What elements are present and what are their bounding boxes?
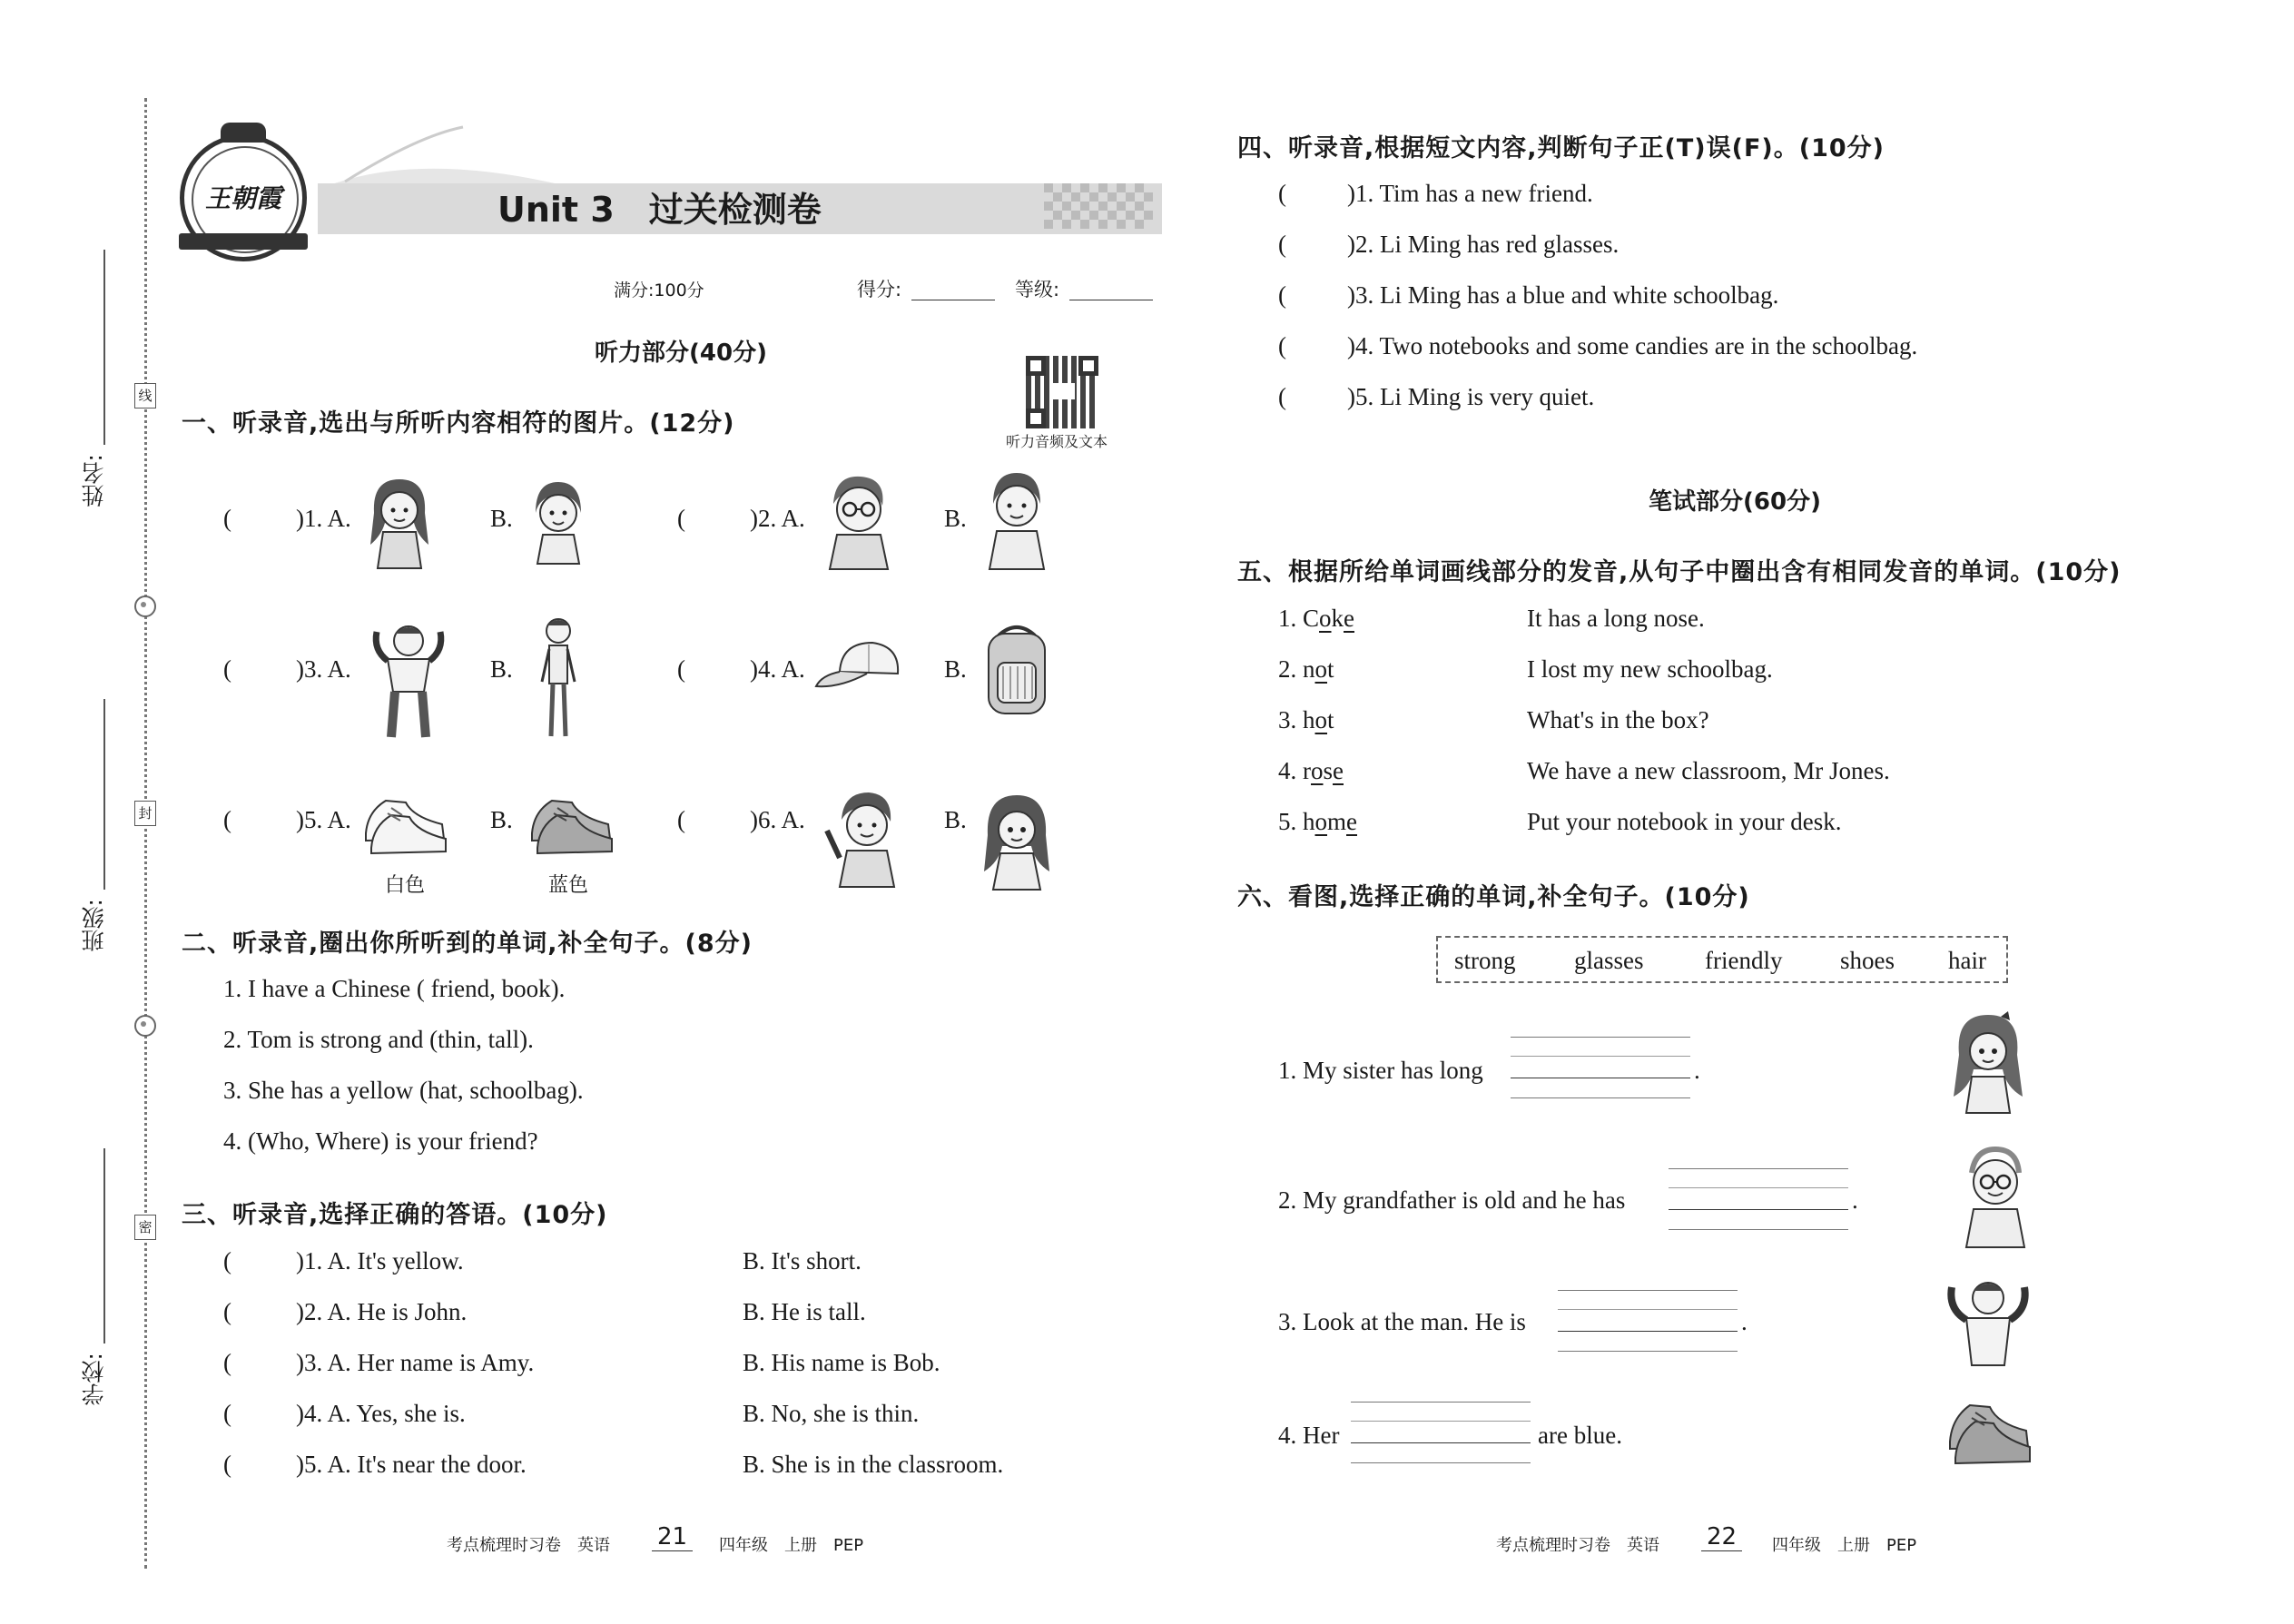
sec5-sentence-5[interactable]: Put your notebook in your desk. — [1527, 808, 1842, 835]
page-number: 21 — [652, 1523, 693, 1551]
q3-number: )3. A. — [296, 655, 351, 683]
answer-paren[interactable]: ( — [1278, 332, 1286, 359]
sec6-item-1-end: . — [1694, 1057, 1700, 1084]
boy-glasses-image — [817, 468, 899, 572]
sec5-sentence-2[interactable]: I lost my new schoolbag. — [1527, 655, 1773, 683]
ornament-icon — [134, 1015, 156, 1037]
shoe-b-caption: 蓝色 — [548, 874, 589, 897]
answer-paren[interactable]: ( — [223, 806, 231, 833]
sec3-item-4-b: B. No, she is thin. — [743, 1400, 920, 1427]
word-bank-box — [1436, 936, 2008, 983]
answer-paren[interactable]: ( — [223, 505, 231, 532]
sec6-answer-field-1[interactable] — [1511, 1037, 1690, 1098]
logo-badge — [180, 134, 307, 261]
sec5-sentence-1[interactable]: It has a long nose. — [1527, 605, 1705, 632]
page-number: 22 — [1701, 1523, 1742, 1551]
seal-mark-3: 密 — [134, 1215, 156, 1240]
footer-info: 四年级 上册 PEP — [719, 1536, 864, 1555]
answer-paren[interactable]: ( — [223, 1400, 231, 1427]
q3-option-b: B. — [490, 655, 513, 683]
blue-shoes-image — [1943, 1391, 2033, 1468]
q2-number: )2. A. — [750, 505, 805, 532]
answer-paren[interactable]: ( — [677, 806, 685, 833]
strong-man-image — [368, 617, 449, 744]
girl-long-hair-image — [980, 790, 1053, 894]
shoe-a-caption: 白色 — [385, 874, 426, 897]
name-label: 姓名: — [81, 454, 107, 507]
blue-shoes-image — [525, 788, 615, 856]
sec6-answer-field-2[interactable] — [1669, 1168, 1848, 1230]
sec4-item-4: )4. Two notebooks and some candies are in the schoolbag. — [1347, 332, 1918, 359]
section-5-title: 五、根据所给单词画线部分的发音,从句子中圈出含有相同发音的单词。(10分) — [1237, 558, 2122, 586]
sister-long-hair-image — [1952, 1009, 2024, 1118]
sec5-word-1: 1. Coke — [1278, 605, 1354, 632]
section-1-title: 一、听录音,选出与所听内容相符的图片。(12分) — [182, 409, 735, 438]
class-label: 班级: — [81, 899, 107, 952]
crown-icon — [221, 123, 266, 143]
q1-number: )1. A. — [296, 505, 351, 532]
answer-paren[interactable]: ( — [223, 655, 231, 683]
sec6-answer-field-4[interactable] — [1351, 1402, 1531, 1463]
sec3-item-1-b: B. It's short. — [743, 1247, 861, 1275]
sec3-item-5-a: )5. A. It's near the door. — [296, 1451, 527, 1478]
strong-man-flexing-image — [1943, 1271, 2033, 1371]
section-2-title: 二、听录音,圈出你所听到的单词,补全句子。(8分) — [182, 930, 753, 958]
qr-caption: 听力音频及文本 — [1006, 433, 1108, 450]
sec6-item-2-end: . — [1852, 1186, 1858, 1214]
ornament-icon — [134, 595, 156, 617]
q4-option-b: B. — [944, 655, 967, 683]
sec6-item-2-text: 2. My grandfather is old and he has — [1278, 1186, 1626, 1214]
footer-info: 四年级 上册 PEP — [1772, 1536, 1917, 1555]
q1-option-b: B. — [490, 505, 513, 532]
sec2-line-4[interactable]: 4. (Who, Where) is your friend? — [223, 1127, 538, 1155]
answer-paren[interactable]: ( — [677, 505, 685, 532]
name-field-line[interactable] — [103, 250, 105, 445]
sec6-answer-field-3[interactable] — [1558, 1290, 1738, 1352]
sec3-item-3-a: )3. A. Her name is Amy. — [296, 1349, 535, 1376]
sec6-item-3-text: 3. Look at the man. He is — [1278, 1308, 1526, 1335]
cap-image — [812, 635, 903, 699]
sec4-item-2: )2. Li Ming has red glasses. — [1347, 231, 1620, 258]
listening-part-title: 听力部分(40分) — [595, 340, 767, 367]
q6-option-b: B. — [944, 806, 967, 833]
page-title: Unit 3 过关检测卷 — [497, 190, 822, 230]
answer-paren[interactable]: ( — [223, 1451, 231, 1478]
sec5-word-2: 2. not — [1278, 655, 1334, 683]
boy-waving-image — [822, 785, 912, 890]
sec4-item-1: )1. Tim has a new friend. — [1347, 180, 1593, 207]
score-label: 得分: — [857, 279, 902, 300]
sec6-item-1-text: 1. My sister has long — [1278, 1057, 1483, 1084]
sec5-word-3: 3. hot — [1278, 706, 1334, 733]
class-field-line[interactable] — [103, 699, 105, 890]
sec2-line-1[interactable]: 1. I have a Chinese ( friend, book). — [223, 975, 566, 1002]
binding-dotted-line — [144, 98, 147, 1569]
section-3-title: 三、听录音,选择正确的答语。(10分) — [182, 1201, 608, 1229]
thin-boy-image — [531, 613, 586, 744]
girl-curly-hair-image — [363, 472, 436, 572]
seal-mark-2: 封 — [134, 801, 156, 826]
q5-number: )5. A. — [296, 806, 351, 833]
sec2-line-3[interactable]: 3. She has a yellow (hat, schoolbag). — [223, 1077, 584, 1104]
sec4-item-5: )5. Li Ming is very quiet. — [1347, 383, 1595, 410]
footer-book: 考点梳理时习卷 英语 — [1496, 1536, 1659, 1555]
school-label: 学校: — [81, 1353, 107, 1406]
school-field-line[interactable] — [103, 1148, 105, 1343]
white-shoes-image — [359, 788, 449, 856]
sec5-word-4: 4. rose — [1278, 757, 1344, 784]
q5-option-b: B. — [490, 806, 513, 833]
sec6-item-3-end: . — [1741, 1308, 1748, 1335]
sec6-item-4-end: are blue. — [1538, 1422, 1622, 1449]
answer-paren[interactable]: ( — [1278, 231, 1286, 258]
schoolbag-image — [976, 617, 1058, 722]
sec3-item-5-b: B. She is in the classroom. — [743, 1451, 1004, 1478]
boy-image — [980, 468, 1053, 572]
sec3-item-1-a: )1. A. It's yellow. — [296, 1247, 464, 1275]
sec3-item-2-b: B. He is tall. — [743, 1298, 866, 1325]
answer-paren[interactable]: ( — [1278, 180, 1286, 207]
word-bank-word: friendly — [1705, 947, 1783, 974]
section-4-title: 四、听录音,根据短文内容,判断句子正(T)误(F)。(10分) — [1237, 134, 1885, 162]
word-bank-word: shoes — [1840, 947, 1895, 974]
footer-book: 考点梳理时习卷 英语 — [447, 1536, 610, 1555]
writing-part-title: 笔试部分(60分) — [1649, 488, 1821, 516]
sec4-item-3: )3. Li Ming has a blue and white schoolbag. — [1347, 281, 1779, 309]
sec6-item-4-text: 4. Her — [1278, 1422, 1340, 1449]
sec5-sentence-3[interactable]: What's in the box? — [1527, 706, 1709, 733]
q4-number: )4. A. — [750, 655, 805, 683]
answer-paren[interactable]: ( — [223, 1298, 231, 1325]
section-6-title: 六、看图,选择正确的单词,补全句子。(10分) — [1237, 883, 1750, 911]
answer-paren[interactable]: ( — [223, 1349, 231, 1376]
full-score: 满分:100分 — [614, 281, 704, 300]
answer-paren[interactable]: ( — [223, 1247, 231, 1275]
sec5-word-5: 5. home — [1278, 808, 1357, 835]
logo-text: 王朝霞 — [204, 183, 281, 213]
grade-label: 等级: — [1015, 279, 1060, 300]
word-bank-word: hair — [1948, 947, 1986, 974]
answer-paren[interactable]: ( — [677, 655, 685, 683]
seal-mark-1: 线 — [134, 383, 156, 408]
girl-short-hair-image — [527, 477, 590, 567]
q2-option-b: B. — [944, 505, 967, 532]
sec5-sentence-4[interactable]: We have a new classroom, Mr Jones. — [1527, 757, 1890, 784]
sec2-line-2[interactable]: 2. Tom is strong and (thin, tall). — [223, 1026, 534, 1053]
answer-paren[interactable]: ( — [1278, 281, 1286, 309]
sec3-item-4-a: )4. A. Yes, she is. — [296, 1400, 466, 1427]
sec3-item-2-a: )2. A. He is John. — [296, 1298, 468, 1325]
grandfather-glasses-image — [1961, 1142, 2029, 1251]
qr-code-icon[interactable] — [1026, 356, 1098, 428]
q6-number: )6. A. — [750, 806, 805, 833]
word-bank-word: glasses — [1574, 947, 1644, 974]
word-bank-word: strong — [1454, 947, 1516, 974]
answer-paren[interactable]: ( — [1278, 383, 1286, 410]
sec3-item-3-b: B. His name is Bob. — [743, 1349, 940, 1376]
